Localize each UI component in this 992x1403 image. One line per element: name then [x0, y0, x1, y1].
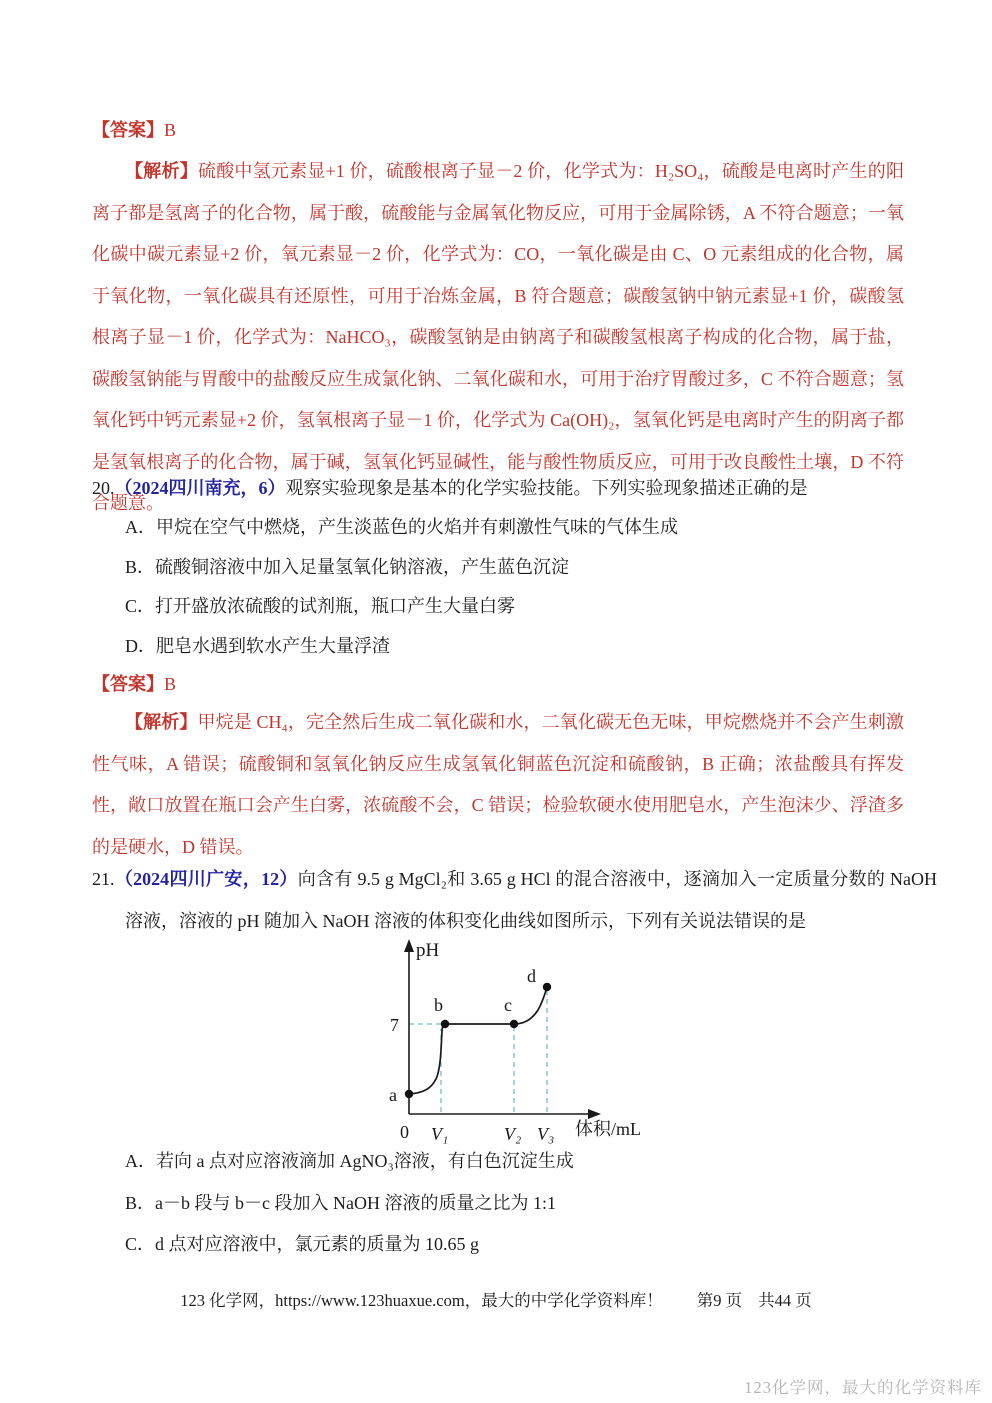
option-text: 甲烷在空气中燃烧，产生淡蓝色的火焰并有刺激性气味的气体生成 [156, 517, 678, 537]
page-indicator [697, 1290, 812, 1312]
option-label: C． [125, 1234, 156, 1254]
option-label: D． [125, 635, 156, 656]
q20-analysis-paragraph [92, 702, 904, 868]
ph-volume-chart [383, 936, 653, 1148]
xtick-0: 0 [400, 1122, 409, 1142]
page-footer [0, 1290, 992, 1312]
point-a-dot [405, 1090, 413, 1098]
curve-c-d [514, 987, 547, 1024]
q20-number: 20. [92, 478, 115, 498]
q20-answer-line [92, 664, 904, 706]
xtick-v1: V₁ [431, 1124, 449, 1144]
page-total: 共44 页 [758, 1291, 812, 1310]
q19-answer-value: B [164, 120, 177, 140]
q20-option-d [125, 627, 904, 667]
point-b-label: b [434, 995, 443, 1015]
q21-option-c [125, 1224, 904, 1266]
q19-answer-line [92, 110, 904, 152]
dashed-guides [409, 990, 547, 1112]
option-label: B． [125, 1192, 156, 1213]
option-text: 肥皂水遇到软水产生大量浮渣 [156, 635, 390, 656]
option-text: d 点对应溶液中，氯元素的质量为 10.65 g [155, 1234, 480, 1254]
point-c-label: c [504, 995, 512, 1015]
q19-analysis-label: 【解析】 [125, 161, 198, 181]
q21-question [92, 859, 937, 942]
q21-options [125, 1141, 904, 1266]
q21-option-a [125, 1141, 904, 1183]
q20-option-c [125, 587, 904, 627]
xtick-v2: V₂ [504, 1124, 522, 1144]
data-points [405, 983, 551, 1098]
q20-option-a [125, 508, 904, 548]
axes [409, 948, 593, 1114]
option-text: 若向 a 点对应溶液滴加 AgNO₃溶液，有白色沉淀生成 [156, 1151, 574, 1171]
option-label: B． [125, 556, 156, 577]
option-label: A． [125, 1151, 156, 1171]
ylabel-text: pH [416, 940, 440, 961]
q20-stem: 观察实验现象是基本的化学实验技能。下列实验现象描述正确的是 [285, 478, 808, 498]
ph-chart-svg [383, 936, 653, 1148]
q20-option-b [125, 548, 904, 588]
point-a-label: a [389, 1085, 397, 1105]
option-text: 硫酸铜溶液中加入足量氢氧化钠溶液，产生蓝色沉淀 [155, 556, 570, 577]
ytick-7: 7 [390, 1015, 399, 1035]
watermark-text: 123化学网，最大的化学资料库 [744, 1378, 982, 1397]
q20-source: （2024四川南充，6） [114, 478, 286, 498]
curve-a-b [409, 1024, 445, 1094]
q20-answer-label: 【答案】 [92, 674, 164, 694]
option-label: C． [125, 596, 156, 616]
point-b-dot [441, 1020, 449, 1028]
x-axis-arrow-icon [588, 1109, 601, 1119]
y-axis-arrow-icon [404, 939, 414, 952]
page-number: 第9 页 [696, 1291, 743, 1310]
ph-curve [409, 987, 547, 1094]
point-d-dot [543, 983, 551, 991]
option-text: a－b 段与 b－c 段加入 NaOH 溶液的质量之比为 1:1 [155, 1192, 556, 1213]
q19-answer-label: 【答案】 [92, 120, 164, 140]
q21-source: （2024四川广安，12） [114, 869, 298, 889]
q19-analysis-text: 硫酸中氢元素显+1 价，硫酸根离子显－2 价，化学式为：H₂SO₄，硫酸是电离时产生的阳离子都是氢离子的化合物，属于酸，硫酸能与金属氧化物反应，可用于金属除锈，A 不符合题意；一氧化碳中碳元素显+2 价，氧元素显－2 价，化学式为：CO，一氧化碳是由 C、O 元素组成的化合物，属于氧化物，一氧化碳具有还原性，可用于冶炼金属，B 符合题意；碳酸氢钠中钠元素显+1 价，碳酸氢根离子显－1 价，化学式为：NaHCO₃，碳酸氢钠是由钠离子和碳酸氢根离子构成的化合物，属于盐，碳酸氢钠能与胃酸中的盐酸反应生成氯化钠、二氧化碳和水，可用于治疗胃酸过多，C 不符合题意；氢氧化钙中钙元素显+2 价，氢氧根离子显－1 价，化学式为 Ca(OH)₂，氢氧化钙是电离时产生的阴离子都是氢氧根离子的化合物，属于碱，氢氧化钙显碱性，能与酸性物质反应，可用于改良酸性土壤，D 不符合题意。 [92, 161, 904, 513]
q21-number: 21. [92, 869, 115, 889]
q20-question [92, 468, 937, 510]
xlabel-text: 体积/mL [575, 1119, 641, 1139]
point-c-dot [510, 1020, 518, 1028]
q20-options [125, 508, 904, 666]
q21-option-b [125, 1183, 904, 1225]
option-text: 打开盛放浓硫酸的试剂瓶，瓶口产生大量白雾 [155, 596, 516, 616]
point-d-label: d [527, 966, 536, 986]
footer-site-text: 123 化学网，https://www.123huaxue.com，最大的中学化学资料库！ [180, 1291, 663, 1310]
option-label: A． [125, 517, 156, 537]
q20-analysis-text: 甲烷是 CH₄，完全然后生成二氧化碳和水，二氧化碳无色无味，甲烷燃烧并不会产生刺激性气味，A 错误；硫酸铜和氢氧化钠反应生成氢氧化铜蓝色沉淀和硫酸钠，B 正确；浓盐酸具有挥发性，敞口放置在瓶口会产生白雾，浓硫酸不会，C 错误；检验软硬水使用肥皂水，产生泡沫少、浮渣多的是硬水，D 错误。 [92, 712, 904, 857]
q21-stem: 向含有 9.5 g MgCl₂和 3.65 g HCl 的混合溶液中，逐滴加入一定质量分数的 NaOH 溶液，溶液的 pH 随加入 NaOH 溶液的体积变化曲线如图所示，下列有关说法错误的是 [125, 869, 938, 931]
xtick-v3: V₃ [537, 1124, 555, 1144]
q20-analysis-label: 【解析】 [125, 712, 198, 732]
q20-answer-value: B [164, 674, 177, 694]
